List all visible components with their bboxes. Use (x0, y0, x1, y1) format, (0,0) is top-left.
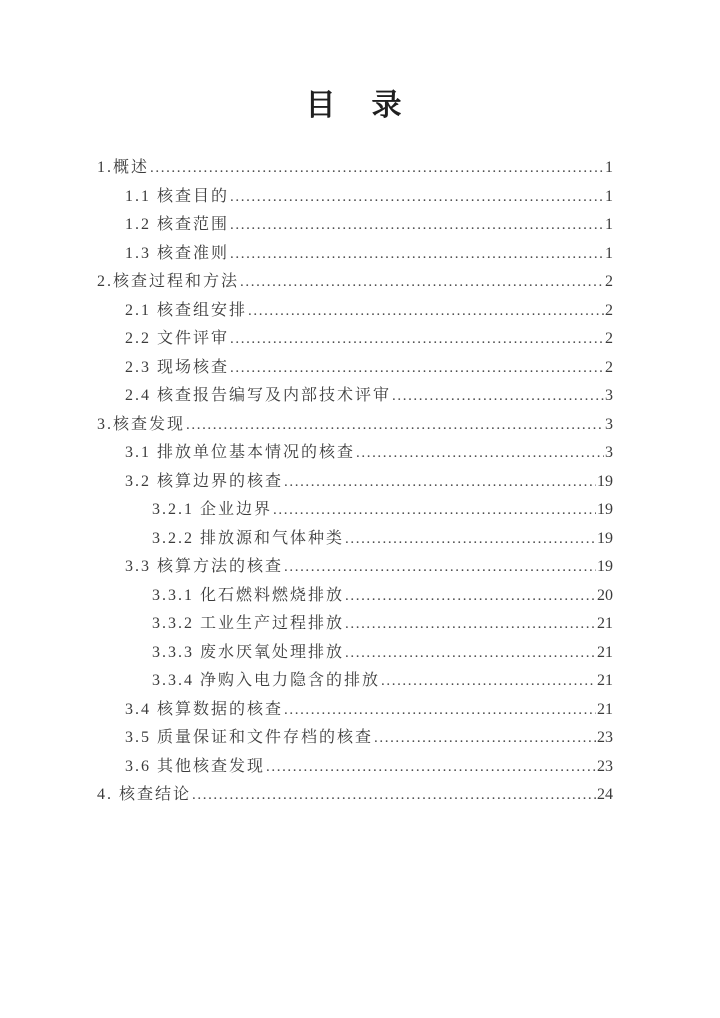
toc-entry-page: 24 (597, 786, 613, 803)
toc-entry[interactable] (97, 781, 613, 810)
toc-entry[interactable] (97, 297, 613, 326)
toc-entry-label: 2.2 文件评审 (125, 330, 230, 347)
toc-title: 目 录 (305, 89, 405, 122)
toc-entry-page: 23 (597, 757, 613, 775)
dot-leader (230, 211, 604, 240)
toc-entry-label: 3.2.2 排放源和气体种类 (152, 529, 345, 547)
toc-entry-label: 3.1 排放单位基本情况的核查 (125, 444, 356, 461)
toc-entry[interactable] (97, 382, 613, 411)
toc-entry-page: 19 (597, 558, 613, 575)
toc-entry-page: 21 (597, 643, 613, 661)
toc-entry-label: 4. 核查结论 (97, 786, 192, 803)
toc-entry[interactable] (97, 211, 613, 240)
toc-entry-page: 1 (605, 187, 613, 205)
toc-entry-label: 2.1 核查组安排 (125, 301, 248, 319)
dot-leader (230, 183, 604, 212)
toc-entry-page: 21 (597, 672, 613, 689)
toc-entry-label: 2.4 核查报告编写及内部技术评审 (125, 387, 392, 404)
toc-entry-label: 2.核查过程和方法 (97, 273, 240, 290)
dot-leader (345, 610, 596, 639)
toc-entry-label: 3.3 核算方法的核查 (125, 558, 284, 575)
toc-entry[interactable] (97, 553, 613, 582)
toc-entry-label: 3.4 核算数据的核查 (125, 700, 284, 718)
dot-leader (230, 240, 604, 269)
dot-leader (186, 411, 604, 440)
dot-leader (150, 154, 604, 183)
toc-entry-label: 3.3.1 化石燃料燃烧排放 (152, 586, 345, 604)
toc-entry[interactable] (97, 610, 613, 639)
toc-entry[interactable] (97, 724, 613, 753)
toc-entry-label: 3.3.4 净购入电力隐含的排放 (152, 672, 381, 689)
dot-leader (230, 325, 604, 354)
toc-entry-page: 23 (597, 729, 613, 746)
toc-entry[interactable] (97, 696, 613, 725)
toc-entry[interactable] (97, 240, 613, 269)
toc-entry[interactable] (97, 753, 613, 782)
toc-entry-page: 3 (605, 444, 613, 461)
toc-entry-label: 3.3.3 废水厌氧处理排放 (152, 643, 345, 661)
dot-leader (284, 468, 596, 497)
dot-leader (381, 667, 596, 696)
toc-entry-page: 1 (605, 159, 613, 176)
toc-entry[interactable] (97, 154, 613, 183)
dot-leader (374, 724, 596, 753)
toc-entry[interactable] (97, 268, 613, 297)
dot-leader (248, 297, 604, 326)
dot-leader (345, 582, 596, 611)
toc-entry[interactable] (97, 468, 613, 497)
toc-entry-label: 3.2.1 企业边界 (152, 501, 273, 518)
toc-entry-page: 21 (597, 615, 613, 632)
toc-entry[interactable] (97, 411, 613, 440)
toc-entry[interactable] (97, 582, 613, 611)
dot-leader (345, 525, 596, 554)
toc-entry-label: 3.2 核算边界的核查 (125, 472, 284, 490)
toc-entry-label: 2.3 现场核查 (125, 358, 230, 376)
dot-leader (284, 696, 596, 725)
toc-entry-label: 1.2 核查范围 (125, 216, 230, 233)
toc-entry-page: 1 (605, 216, 613, 233)
toc-entry-page: 20 (597, 586, 613, 604)
toc-entry-page: 2 (605, 330, 613, 347)
dot-leader (273, 496, 596, 525)
toc-entry-page: 2 (605, 301, 613, 319)
toc-entry[interactable] (97, 639, 613, 668)
toc-entry-page: 2 (605, 358, 613, 376)
dot-leader (240, 268, 604, 297)
dot-leader (284, 553, 596, 582)
toc-entry[interactable] (97, 354, 613, 383)
toc-entry[interactable] (97, 525, 613, 554)
toc-entry[interactable] (97, 667, 613, 696)
toc-entry[interactable] (97, 183, 613, 212)
toc-entry-label: 3.核查发现 (97, 415, 186, 433)
dot-leader (345, 639, 596, 668)
toc-entry-label: 1.1 核查目的 (125, 187, 230, 205)
toc-entry-label: 1.3 核查准则 (125, 244, 230, 262)
dot-leader (356, 439, 604, 468)
dot-leader (230, 354, 604, 383)
dot-leader (392, 382, 604, 411)
toc-entry-page: 1 (605, 244, 613, 262)
toc-entry-page: 3 (605, 415, 613, 433)
toc-entry-page: 3 (605, 387, 613, 404)
toc-list (97, 154, 613, 810)
toc-entry-page: 19 (597, 501, 613, 518)
dot-leader (266, 753, 596, 782)
toc-entry-page: 19 (597, 472, 613, 490)
toc-entry-label: 1.概述 (97, 159, 150, 176)
toc-entry[interactable] (97, 439, 613, 468)
toc-entry[interactable] (97, 325, 613, 354)
dot-leader (192, 781, 596, 810)
toc-entry-label: 3.3.2 工业生产过程排放 (152, 615, 345, 632)
toc-entry-page: 19 (597, 529, 613, 547)
toc-entry[interactable] (97, 496, 613, 525)
toc-entry-label: 3.6 其他核查发现 (125, 757, 266, 775)
toc-entry-page: 21 (597, 700, 613, 718)
toc-entry-label: 3.5 质量保证和文件存档的核查 (125, 729, 374, 746)
toc-entry-page: 2 (605, 273, 613, 290)
